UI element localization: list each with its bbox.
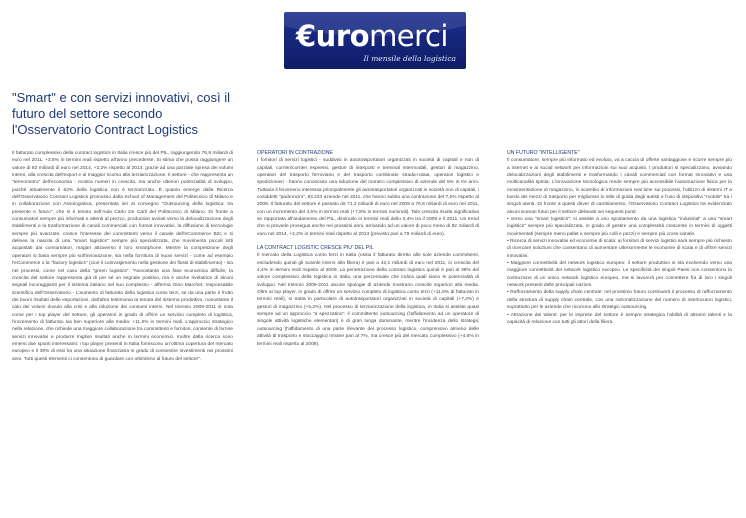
section-heading-operators: OPERATORI IN CONTRAZIONE <box>257 150 333 156</box>
article-title: "Smart" e con servizi innovativi, così il futuro del settore secondo l'Osservatorio Contract Logistics <box>12 90 231 137</box>
future-bullet: • Ricerca di servizi innovativi ed economie di scala: ai fornitori di servizi logistici sarà sempre più richiesto di ricercare soluzioni che consentano di aumentare ulteriormente le economie di scala e di offrire servizi innovativi. <box>507 239 732 259</box>
euromerci-logo <box>284 12 466 69</box>
future-bullet: • Maggiore connettività del network logistico europeo: il settore produttivo si sta evolvendo verso una maggiore connettività del network logistico europeo. Le specificità dei singoli Paesi non consentono la costruzione di un unico network logistico europeo, ma si lavorerà per connettere fra di loro i singoli network presenti delle principali nazioni. <box>507 261 732 289</box>
section-heading-growth: LA CONTRACT LOGISTIC CRESCE PIU' DEL PIL <box>257 245 374 252</box>
article-column-3 <box>507 150 732 326</box>
article-column-2 <box>257 150 479 348</box>
article-column-1 <box>12 150 233 363</box>
section-body-growth: Il mercato della Logistica conto terzi in Italia (ossia il fatturato diretto alle sole aziende committenti, escludendo quindi gli scambi interni alla filiera) è pari a 42,1 miliardi di euro nel 2011, in crescita del 4,4% in termini reali rispetto al 2009. La penetrazione della contract logistics quindi è pari al 38% del valore complessivo della logistica in Italia, una percentuale che indica quali siano le potenzialità di sviluppo. Nel triennio 2009-2011 alcune tipologie di aziende mostrano crescite superiori alla media. Oltre ai top player, in grado di offrire un servizio completo di logistica conto terzi (+11,6% di fatturato in termini reali), si tratta in particolare di autotrasportatori organizzati in società di capitali (+7,2%) e gestori di magazzino (+5,2%). Nel processo di terziarizzazione della logistica, in Italia si assiste quasi sempre ad un approccio "a spezzatino": il committente outsourcing (l'affidamento ad un operatore di singole attività logistiche elementari) è di gran lunga dominante, mentre l'incidenza dello strategic outsourcing (l'affidamento di una parte rilevante del processo logistico, comprensivo almeno delle attività di trasporto e stoccaggio) rimane pari al 7%, ma cresce più del mercato complessivo (+4,6% in termini reali rispetto al 2009). <box>257 253 479 347</box>
section-body-future: Il consumatore, sempre più informato ed evoluto, va a caccia di offerte vantaggiose e ricorre sempre più a internet e ai social network per informazioni sui suoi acquisti. I produttori si specializzano, avviando delocalizzazioni degli stabilimenti e trasformando i canali commerciali con format innovativi e una multicanalità spinta. L'innovazione tecnologica rende sempre più accessibile l'automazione fisica per la movimentazione di magazzino, lo scambio di informazioni real time sui processi, l'utilizzo di sistemi IT a bordo dei mezzi di trasporto per migliorare lo stile di guida degli autisti e l'uso di dispositivi "mobile" tra i singoli utenti. Di fronte a questi driver di cambiamento, l'Osservatorio Contract Logistics ha evidenziato alcuni scenari futuri per il settore delineati nei seguenti punti: <box>507 158 732 215</box>
column-1-body: Il fatturato complessivo della contract logistics in Italia cresce più del PIL, raggiungendo 76,8 miliardi di euro nel 2011, +3,5% in termini reali rispetto all'anno precedente. Si stima che possa raggiungere un valore di 82 miliardi di euro nel 2014, +2,2% rispetto al 2013, grazie ad una parziale ripresa dei volumi interni, alla crescita dell'export e al maggior ricorso alla terziarizzazione. Il settore - che rappresenta un "termometro" dell'economia - mostra numeri in crescita, ma anche ulteriori potenzialità di sviluppo, poiché attualmente il 62% della logistica non è terziarizzato. È quanto emerge dalla Ricerca dell'Osservatorio Contract Logistics promosso dalla School of Management del Politecnico di Milano e in collaborazione con Assologistica, presentata ieri al convegno "Outsourcing della logistica: tra presente e futuro", che si è tenuto nell'Aula Carlo De Carli del Politecnico di Milano. Di fronte a consumatori sempre più informati e attenti al prezzo, production avviati verso la delocalizzazione degli stabilimenti e la trasformazione di canali commerciali con format innovativi, la diffusione di tecnologie sempre più avanzate, cresce l'interesse dei committenti verso il canale dell'eCommerce B2c e si delinea la nascita di una "smart logistics" sempre più specializzata, che movimenta piccoli lotti acquistati dai consumatori, magari attraverso il loro smartphone. Mentre la competizione degli operatori si basa sempre più sull'innovazione, sia nella fornitura di nuovi servizi - come ad esempio l'eCommerce o la "factory logistics" (cioè il coinvolgimento nella gestione dei flussi di stabilimento) - sia nei processi, come nel caso della "green logistics". "Nonostante una fase economica difficile, la crescita del settore rappresenta già di per sé un segnale positivo, ma è anche rivelatrice di alcuni segnali incoraggianti per il sistema italiano nel suo complesso - afferma Gino Marchet, responsabile scientifico dell'Osservatorio - L'aumento di fatturato della logistica conto terzi, se da una parte è frutto dei buoni risultati delle esportazioni, dall'altra testimonia la tenuta del sistema produttivo, nonostante il calo dei volumi dovuto alla crisi e alla riduzione dei consumi interni. Nel triennio 2009-2011 si nota come per i top player del settore, gli operatori in grado di offrire un servizio completo di logistica, l'incremento di fatturato sia ben superiore alla media: +11,6% in termini reali. L'approccio strategico nella relazione, che richiede una maggiore collaborazione tra committenti e fornitori, consente di fornire servizi innovativi e produrre migliori risultati anche in termini economici. Inoltre dalla ricerca sono emersi due spunti interessanti: i top player presenti in Italia forniscono un'ottima copertura del mercato europeo e il 39% di essi ha una situazione finanziaria in grado di consentire investimenti nei prossimi anni. Tutti questi elementi ci consentono di guardare con ottimismo al futuro del settore". <box>12 151 233 362</box>
logo-tagline: Il mensile della logistica <box>363 54 456 63</box>
logo-brand <box>296 21 448 51</box>
future-bullet: • verso una "smart logistics": si assiste a uno spostamento da una logistica "industrial" a una "smart logistics" sempre più specializzata, in grado di gestire una complessità crescente in termini di oggetti movimentati (sempre meno pallet e sempre più colli e pezzi) e sempre più cross-canale. <box>507 217 732 237</box>
section-body-operators: I fornitori di servizi logistici - suddivisi in autotrasportatori organizzati in società di capitali e non di capitali, corrieri/corrieri espressi, gestori di interporti e terminal intermodali, gestori di magazzino, operatori del trasporto ferroviario e del trasporto combinato strada-rotaia, operatori logistici e spedizionieri - hanno conosciuto una riduzione del numero complessivo di aziende del 5% in tre anni. Tuttavia il fenomeno interessa principalmente gli autotrasportatori organizzati in società non di capitali, i cosiddetti "padroncini", 83.223 aziende nel 2011, che hanno subito una contrazione del 7,5% rispetto al 2009. Il fatturato del settore è passato da 71,2 miliardi di euro nel 2009 a 76,8 miliardi di euro nel 2011, con un incremento del 3,5% in termini reali (+7,8% in termini nominali). Tale crescita risulta significativa se rapportata all'andamento del PIL, diminuito in termini reali dello 0,4% tra il 2009 e il 2011. Un trend che si prevede prosegua anche nei prossimi anni, arrivando ad un valore di poco meno di 82 miliardi di euro nel 2014, +2,2% in termini reali rispetto al 2013 (previsto pari a 79 miliardi di euro). <box>257 158 479 237</box>
future-bullet: • Rafforzamento della supply chain centrale: nel prossimo futuro continuerà il processo di rafforzamento della struttura di supply chain centrale, con una razionalizzazione del numero di interlocutori logistici, soprattutto per le aziende che ricorrono allo strategic outsourcing. <box>507 290 732 311</box>
logo-brand-main: €uro <box>296 19 370 53</box>
future-bullet: • Attrazione dei talenti: per le imprese del settore è sempre strategica l'abilità di attrarre talenti e la capacità di relazione con tutti gli attori della filiera. <box>507 312 732 325</box>
logo-brand-second: merci <box>369 19 448 53</box>
section-heading-future: UN FUTURO "INTELLIGENTE" <box>507 150 580 156</box>
